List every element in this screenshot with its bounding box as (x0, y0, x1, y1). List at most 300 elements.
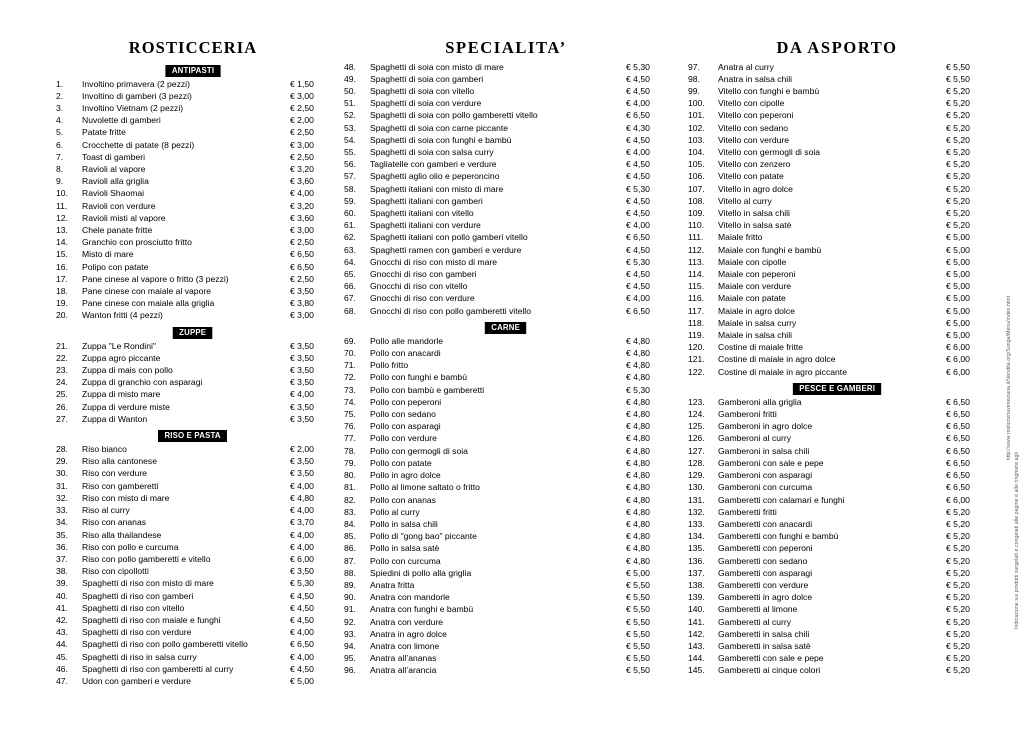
item-price: € 4,00 (290, 651, 314, 662)
item-price: € 5,50 (946, 61, 970, 72)
item-name: Patate fritte (82, 127, 126, 138)
item-name: Anatra in salsa chili (718, 73, 793, 84)
item-number: 21. (56, 340, 68, 351)
table-row (344, 592, 668, 604)
item-name: Involtino di gamberi (3 pezzi) (82, 90, 192, 101)
item-price: € 4,80 (626, 421, 650, 432)
item-name: Vitello in agro dolce (718, 183, 793, 194)
item-name: Spaghetti aglio olio e peperoncino (370, 171, 500, 182)
item-name: Spaghetti italiani con vitello (370, 208, 474, 219)
item-price: € 4,50 (290, 663, 314, 674)
table-row (688, 159, 986, 171)
item-price: € 3,70 (290, 517, 314, 528)
item-name: Polipo con patate (82, 261, 149, 272)
table-row (688, 470, 986, 482)
table-row (688, 433, 986, 445)
item-name: Pane cinese con maiale alla griglia (82, 298, 215, 309)
item-name: Pollo con sedano (370, 409, 436, 420)
item-name: Riso con gamberetti (82, 480, 159, 491)
item-price: € 4,50 (626, 73, 650, 84)
item-name: Ravioli al vapore (82, 164, 146, 175)
item-price: € 4,00 (290, 480, 314, 491)
table-row (688, 232, 986, 244)
item-number: 55. (344, 147, 356, 158)
item-price: € 6,50 (946, 457, 970, 468)
item-price: € 4,50 (290, 614, 314, 625)
item-price: € 3,50 (290, 456, 314, 467)
item-price: € 5,30 (626, 61, 650, 72)
item-number: 117. (688, 305, 705, 316)
table-row (688, 61, 986, 73)
item-name: Pollo con ananas (370, 494, 436, 505)
table-row (56, 115, 330, 127)
column-title-specialita: SPECIALITA’ (445, 38, 567, 57)
item-number: 12. (56, 212, 68, 223)
item-name: Vitello in salsa chili (718, 208, 790, 219)
item-name: Riso alla cantonese (82, 456, 158, 467)
item-number: 103. (688, 134, 705, 145)
item-price: € 4,50 (626, 159, 650, 170)
item-price: € 4,00 (626, 147, 650, 158)
item-price: € 4,50 (290, 590, 314, 601)
table-row (688, 531, 986, 543)
item-name: Pollo di "gong bao" piccante (370, 531, 477, 542)
table-row (56, 273, 330, 285)
table-row (344, 335, 668, 347)
table-row (56, 413, 330, 425)
item-number: 18. (56, 286, 68, 297)
item-number: 132. (688, 506, 705, 517)
table-row (56, 627, 330, 639)
item-name: Pollo in agro dolce (370, 470, 441, 481)
item-name: Gamberetti con sale e pepe (718, 653, 824, 664)
item-name: Zuppa di verdure miste (82, 401, 170, 412)
table-row (688, 220, 986, 232)
item-price: € 6,50 (290, 261, 314, 272)
item-price: € 5,50 (626, 653, 650, 664)
item-name: Gamberetti al limone (718, 604, 798, 615)
item-price: € 5,20 (946, 171, 970, 182)
item-price: € 5,30 (626, 256, 650, 267)
item-price: € 4,00 (290, 541, 314, 552)
item-price: € 3,80 (290, 298, 314, 309)
item-price: € 4,80 (290, 492, 314, 503)
item-name: Riso con pollo gamberetti e vitello (82, 553, 211, 564)
item-name: Pollo fritto (370, 360, 409, 371)
item-name: Zuppa di Wanton (82, 413, 148, 424)
table-row (344, 293, 668, 305)
item-name: Riso al curry (82, 505, 130, 516)
item-name: Gnocchi di riso con gamberi (370, 269, 477, 280)
table-row (344, 171, 668, 183)
item-name: Maiale con cipolle (718, 256, 787, 267)
item-number: 144. (688, 653, 705, 664)
item-name: Nuvolette di gamberi (82, 115, 161, 126)
item-price: € 4,80 (626, 445, 650, 456)
item-price: € 3,50 (290, 401, 314, 412)
item-price: € 5,00 (946, 305, 970, 316)
item-price: € 5,20 (946, 134, 970, 145)
table-row (56, 78, 330, 90)
item-name: Gamberoni alla griglia (718, 396, 802, 407)
table-row (344, 207, 668, 219)
item-name: Spaghetti italiani con misto di mare (370, 183, 504, 194)
item-name: Vitello al curry (718, 195, 772, 206)
table-row (344, 268, 668, 280)
item-price: € 5,20 (946, 183, 970, 194)
item-number: 128. (688, 457, 705, 468)
item-number: 60. (344, 208, 356, 219)
item-number: 57. (344, 171, 356, 182)
table-row (56, 389, 330, 401)
table-row (56, 529, 330, 541)
item-number: 3. (56, 103, 64, 113)
item-price: € 5,20 (946, 604, 970, 615)
table-row (56, 553, 330, 565)
item-price: € 3,60 (290, 176, 314, 187)
item-price: € 2,00 (290, 115, 314, 126)
item-price: € 4,50 (626, 86, 650, 96)
item-price: € 6,50 (946, 396, 970, 407)
table-row (688, 482, 986, 494)
table-row (688, 592, 986, 604)
item-number: 67. (344, 293, 356, 304)
table-row (56, 639, 330, 651)
item-number: 65. (344, 269, 356, 280)
item-price: € 6,50 (626, 232, 650, 243)
item-number: 79. (344, 457, 356, 468)
table-row (688, 73, 986, 85)
table-row (344, 134, 668, 146)
table-row (344, 61, 668, 73)
item-number: 93. (344, 628, 356, 639)
item-name: Wanton fritti (4 pezzi) (82, 310, 163, 321)
item-name: Gamberetti con verdure (718, 579, 809, 590)
item-number: 89. (344, 579, 356, 590)
item-name: Gamberoni con curcuma (718, 482, 813, 493)
item-name: Anatra con verdure (370, 616, 444, 627)
item-number: 139. (688, 592, 705, 603)
item-price: € 3,00 (290, 90, 314, 101)
item-number: 102. (688, 122, 705, 133)
table-row (344, 482, 668, 494)
table-row (56, 352, 330, 364)
table-row (344, 195, 668, 207)
item-name: Vitello con germogli di soia (718, 147, 821, 158)
table-row (344, 146, 668, 158)
item-price: € 5,50 (626, 628, 650, 639)
item-name: Vitello con cipolle (718, 98, 785, 109)
item-number: 22. (56, 352, 68, 363)
item-name: Gamberoni con asparagi (718, 470, 813, 481)
item-price: € 6,50 (626, 110, 650, 121)
item-number: 114. (688, 269, 705, 280)
table-row (344, 604, 668, 616)
item-name: Vitello con sedano (718, 122, 789, 133)
item-number: 40. (56, 590, 68, 601)
table-row (344, 433, 668, 445)
item-price: € 4,00 (290, 627, 314, 638)
item-price: € 5,00 (946, 256, 970, 267)
table-row (688, 195, 986, 207)
table-row (56, 505, 330, 517)
item-price: € 3,50 (290, 286, 314, 297)
item-price: € 4,30 (626, 122, 650, 133)
item-price: € 4,50 (626, 195, 650, 206)
item-name: Ravioli alla griglia (82, 176, 149, 187)
table-row (56, 212, 330, 224)
item-number: 82. (344, 494, 356, 505)
item-name: Gnocchi di riso con verdure (370, 293, 475, 304)
item-number: 130. (688, 482, 705, 493)
item-name: Misto di mare (82, 249, 134, 260)
table-row (56, 102, 330, 114)
table-row (688, 653, 986, 665)
item-number: 98. (688, 73, 700, 84)
item-number: 71. (344, 360, 356, 371)
item-price: € 4,80 (626, 348, 650, 359)
item-number: 29. (56, 456, 68, 467)
item-price: € 5,30 (290, 578, 314, 589)
table-row (688, 183, 986, 195)
item-number: 84. (344, 518, 356, 529)
item-number: 104. (688, 147, 705, 158)
item-name: Zuppa di misto mare (82, 389, 161, 400)
item-name: Riso alla thailandese (82, 529, 162, 540)
item-price: € 3,20 (290, 164, 314, 175)
item-name: Spaghetti di soia con misto di mare (370, 61, 504, 72)
table-row (344, 640, 668, 652)
item-name: Spaghetti di soia con vitello (370, 86, 475, 96)
item-price: € 5,20 (946, 653, 970, 664)
item-name: Spaghetti di riso con vitello (82, 602, 185, 613)
section-band-carne (344, 318, 668, 334)
item-number: 108. (688, 195, 705, 206)
item-number: 105. (688, 159, 705, 170)
item-number: 1. (56, 78, 64, 89)
item-name: Zuppa "Le Rondini" (82, 340, 156, 351)
table-row (688, 146, 986, 158)
item-name: Pollo con patate (370, 457, 432, 468)
item-number: 26. (56, 401, 68, 412)
table-row (688, 506, 986, 518)
item-number: 15. (56, 249, 68, 260)
item-number: 25. (56, 389, 68, 400)
item-price: € 4,00 (290, 389, 314, 400)
item-name: Spaghetti italiani con verdure (370, 220, 481, 231)
table-row (344, 616, 668, 628)
item-price: € 4,80 (626, 360, 650, 371)
table-row (344, 220, 668, 232)
item-number: 50. (344, 86, 356, 96)
item-number: 101. (688, 110, 705, 121)
item-number: 92. (344, 616, 356, 627)
item-name: Crocchette di patate (8 pezzi) (82, 139, 195, 150)
table-row (56, 364, 330, 376)
menu-column-specialita (336, 38, 674, 677)
item-price: € 5,20 (946, 665, 970, 676)
item-price: € 4,80 (626, 506, 650, 517)
item-price: € 5,00 (290, 675, 314, 686)
table-row (344, 122, 668, 134)
item-price: € 2,50 (290, 151, 314, 162)
table-row (688, 579, 986, 591)
item-price: € 5,00 (946, 244, 970, 255)
table-row (344, 159, 668, 171)
item-price: € 4,00 (290, 505, 314, 516)
item-name: Pollo alle mandorle (370, 335, 444, 346)
table-row (56, 377, 330, 389)
item-price: € 4,50 (626, 269, 650, 280)
table-row (688, 421, 986, 433)
item-number: 96. (344, 665, 356, 676)
item-number: 13. (56, 225, 68, 236)
item-number: 95. (344, 653, 356, 664)
item-number: 34. (56, 517, 68, 528)
item-name: Maiale con funghi e bambù (718, 244, 822, 255)
item-name: Vitello con patate (718, 171, 784, 182)
item-number: 64. (344, 256, 356, 267)
item-price: € 5,30 (626, 183, 650, 194)
table-row (344, 445, 668, 457)
item-name: Vitello in salsa satè (718, 220, 792, 231)
item-number: 73. (344, 384, 356, 395)
menu-table-da-asporto (688, 61, 986, 378)
item-name: Anatra all’ananas (370, 653, 437, 664)
item-name: Zuppa di mais con pollo (82, 365, 173, 376)
item-number: 140. (688, 604, 705, 615)
item-number: 100. (688, 98, 705, 109)
item-price: € 4,80 (626, 555, 650, 566)
item-price: € 2,00 (290, 444, 314, 455)
item-number: 124. (688, 409, 705, 420)
table-row (56, 237, 330, 249)
item-price: € 4,80 (626, 482, 650, 493)
table-row (688, 567, 986, 579)
item-price: € 5,30 (626, 384, 650, 395)
item-name: Maiale fritto (718, 232, 763, 243)
table-row (56, 340, 330, 352)
item-number: 41. (56, 602, 68, 613)
table-row (56, 310, 330, 322)
item-price: € 5,50 (626, 579, 650, 590)
table-row (56, 151, 330, 163)
item-price: € 4,50 (626, 244, 650, 255)
item-price: € 6,00 (946, 342, 970, 353)
item-number: 121. (688, 354, 705, 365)
table-row (344, 555, 668, 567)
item-price: € 6,50 (946, 421, 970, 432)
item-price: € 5,20 (946, 122, 970, 133)
item-price: € 5,50 (946, 73, 970, 84)
item-price: € 5,20 (946, 159, 970, 170)
item-name: Spaghetti di riso con pollo gamberetti vitello (82, 639, 248, 650)
table-row (688, 122, 986, 134)
item-number: 99. (688, 86, 700, 96)
table-row (688, 98, 986, 110)
item-name: Gamberetti con peperoni (718, 543, 813, 554)
table-row (688, 445, 986, 457)
item-name: Gnocchi di riso con vitello (370, 281, 468, 292)
item-number: 85. (344, 531, 356, 542)
item-number: 42. (56, 614, 68, 625)
item-number: 23. (56, 365, 68, 376)
item-number: 74. (344, 396, 356, 407)
item-number: 123. (688, 396, 705, 407)
item-price: € 4,80 (626, 470, 650, 481)
item-price: € 3,50 (290, 352, 314, 363)
item-number: 83. (344, 506, 356, 517)
table-row (344, 360, 668, 372)
item-number: 120. (688, 342, 705, 353)
table-row (56, 517, 330, 529)
table-row (688, 640, 986, 652)
item-name: Granchio con prosciutto fritto (82, 237, 192, 248)
item-price: € 3,20 (290, 200, 314, 211)
item-name: Vitello con verdure (718, 134, 790, 145)
table-row (688, 396, 986, 408)
item-name: Udon con gamberi e verdure (82, 675, 191, 686)
item-name: Spaghetti di riso con verdure (82, 627, 192, 638)
menu-table-antipasti (56, 78, 330, 322)
item-number: 111. (688, 232, 704, 243)
table-row (56, 566, 330, 578)
table-row (688, 244, 986, 256)
item-price: € 5,00 (946, 317, 970, 328)
item-price: € 5,20 (946, 640, 970, 651)
table-row (688, 329, 986, 341)
section-band-label: ANTIPASTI (165, 65, 220, 77)
table-row (344, 506, 668, 518)
item-name: Tagliatelle con gamberi e verdure (370, 159, 497, 170)
table-row (56, 285, 330, 297)
item-name: Pollo con verdure (370, 433, 437, 444)
item-number: 54. (344, 134, 356, 145)
item-name: Riso con verdure (82, 468, 147, 479)
table-row (344, 347, 668, 359)
item-number: 107. (688, 183, 705, 194)
item-number: 97. (688, 61, 700, 72)
item-name: Spaghetti italiani con pollo gamberi vitello (370, 232, 528, 243)
item-price: € 6,00 (946, 354, 970, 365)
item-price: € 4,00 (290, 188, 314, 199)
item-name: Pollo al limone saltato o fritto (370, 482, 480, 493)
item-price: € 5,20 (946, 98, 970, 109)
item-price: € 2,50 (290, 127, 314, 138)
item-price: € 6,50 (946, 470, 970, 481)
item-number: 122. (688, 366, 705, 377)
item-name: Riso con pollo e curcuma (82, 541, 179, 552)
item-number: 116. (688, 293, 705, 304)
item-name: Vitello con zenzero (718, 159, 791, 170)
item-price: € 4,80 (626, 457, 650, 468)
table-row (56, 578, 330, 590)
section-band-antipasti (56, 61, 330, 77)
item-name: Ravioli misti al vapore (82, 212, 166, 223)
item-name: Riso con cipollotti (82, 566, 149, 577)
table-row (344, 85, 668, 97)
item-name: Spaghetti di soia con gamberi (370, 73, 484, 84)
item-price: € 2,50 (290, 237, 314, 248)
item-name: Gamberetti con funghi e bambù (718, 531, 839, 542)
item-price: € 3,00 (290, 225, 314, 236)
table-row (56, 480, 330, 492)
item-price: € 5,20 (946, 567, 970, 578)
table-row (344, 396, 668, 408)
item-number: 14. (56, 237, 68, 248)
table-row (344, 457, 668, 469)
item-price: € 4,80 (626, 518, 650, 529)
